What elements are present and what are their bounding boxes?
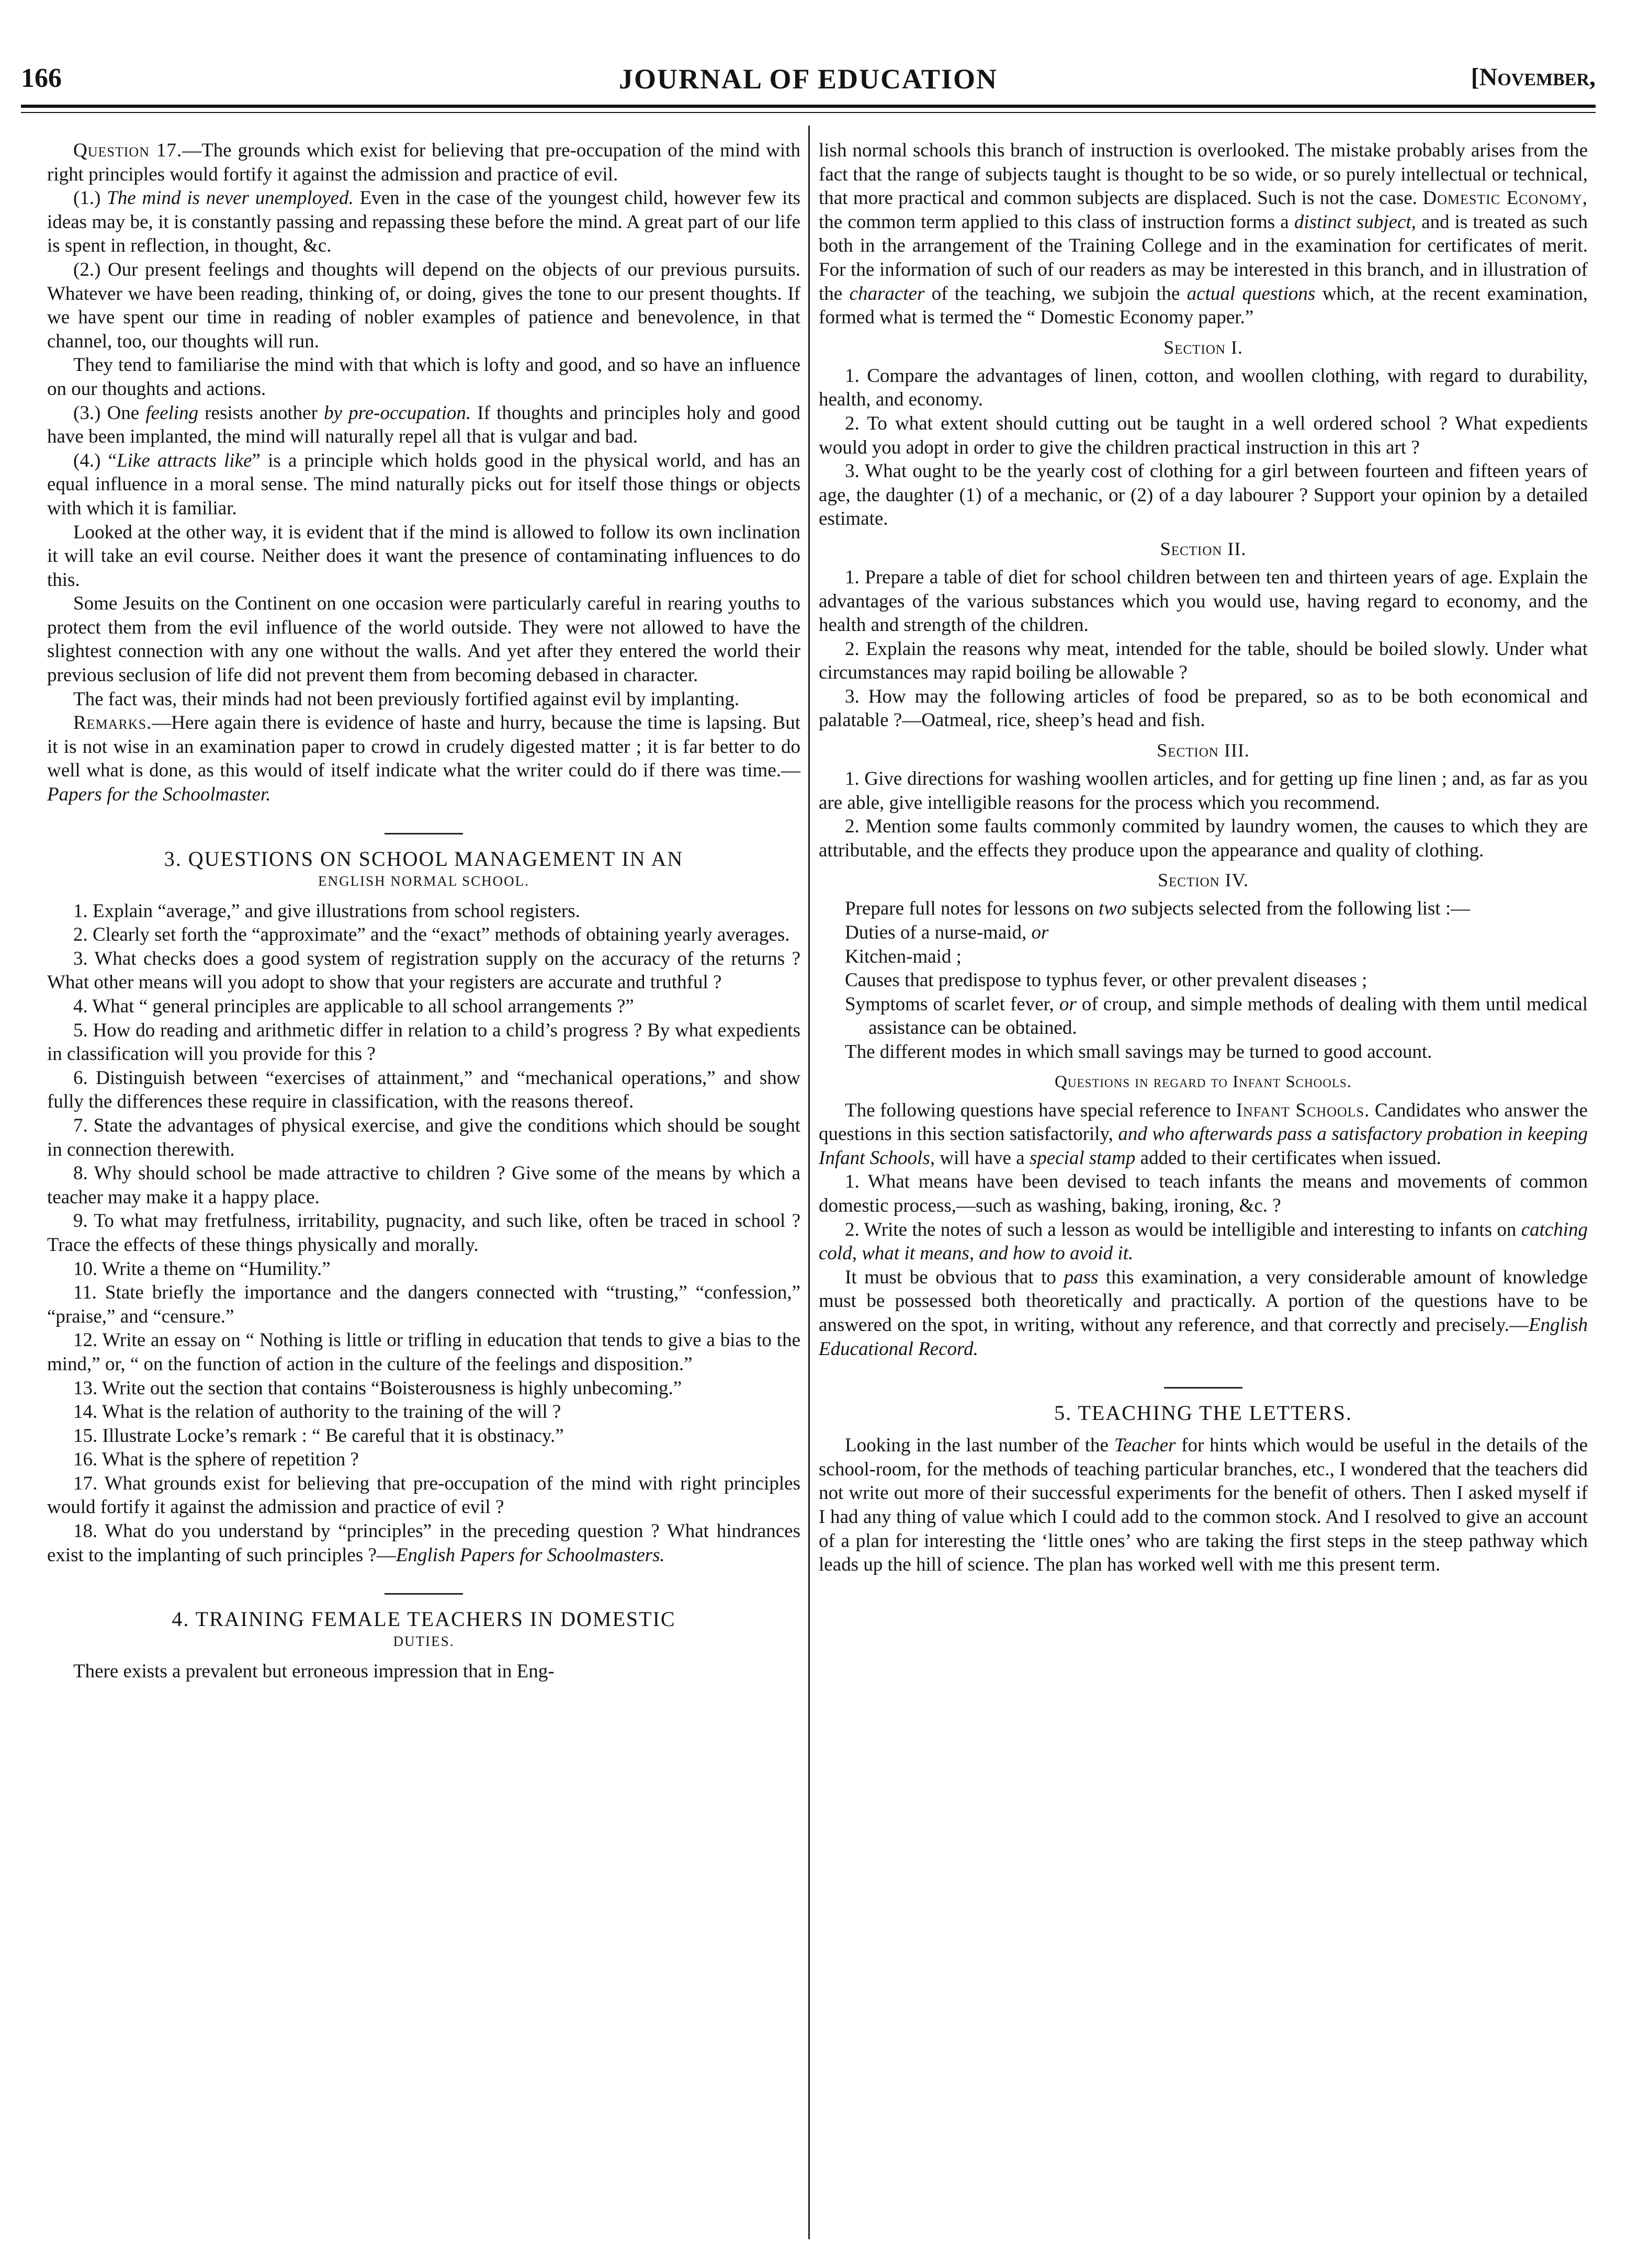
infant-schools-heading: Questions in regard to Infant Schools. — [1055, 1072, 1352, 1091]
teaching-letters-paragraph: Looking in the last number of the Teacher for hints which would be useful in the details of the school-room, for the methods of teaching particular branches, etc., I wondered that the teachers did not write out more of their successful experiments for the benefit of others. Then I asked myself if I had any thing of value which I could add to the common stock. And I resolved to give an account of a plan for interesting the ‘little ones’ who are taking the first steps in the steep pathway which leads up the hill of science. The plan has worked well with me this present term. — [819, 1435, 1588, 1576]
question-item: 3. How may the following articles of food be prepared, so as to be both economical and palatable ?—Oatmeal, rice, sheep’s head and fish. — [819, 685, 1588, 731]
closing-paragraph: It must be obvious that to pass this examination, a very considerable amount of knowledge must be possessed both theoretically and practically. A portion of the questions have to be answered on the spot, in writing, without any reference, and that correctly and precisely.—English Educational Record. — [819, 1266, 1588, 1360]
question-item: 14. What is the relation of authority to the training of the will ? — [73, 1401, 561, 1423]
question-item: 2. Mention some faults commonly commited by laundry women, the causes to which they are attributable, and the effects they produce upon the appearance and quality of clothing. — [819, 816, 1588, 861]
issue-month: [November, — [1471, 63, 1596, 91]
question-item: 12. Write an essay on “ Nothing is little or trifling in education that tends to give a bias to the mind,” or, “ on the function of action in the culture of the feelings and disposition.” — [47, 1329, 800, 1375]
section-iii-heading: Section III. — [1157, 740, 1250, 761]
question-item: 1. What means have been devised to teach infants the means and movements of common domestic process,—such as washing, baking, ironing, &c. ? — [819, 1171, 1588, 1216]
question-item: 18. What do you understand by “principles” in the preceding question ? What hindrances exist to the implanting of such principles ?—English Papers for Schoolmasters. — [47, 1520, 800, 1566]
question-17-paragraph: Question 17.—The grounds which exist for believing that pre-occupation of the mind with right principles would fortify it against the admission and practice of evil. — [47, 140, 800, 185]
lesson-topics-list — [845, 921, 1588, 1064]
left-column — [47, 139, 800, 1684]
question-item: 3. What checks does a good system of registration supply on the accuracy of the returns ? What other means will you adopt to show that your registers are accurate and truthful ? — [47, 947, 800, 994]
question-item: 11. State briefly the importance and the dangers connected with “trusting,” “confession,” “praise,” and “censure.” — [47, 1282, 800, 1327]
question-item: 4. What “ general principles are applicable to all school arrangements ?” — [73, 996, 634, 1017]
jesuits-paragraph: Some Jesuits on the Continent on one occasion were particularly careful in rearing youths to protect them from the evil influence of the world outside. They were not allowed to have the slightest connection with any one without the walls. And yet after they entered the world their previous seclusion of life did not prevent them from becoming debased in character. — [47, 593, 800, 686]
section-i-questions — [819, 364, 1588, 531]
question-item: 3. What ought to be the yearly cost of clothing for a girl between fourteen and fifteen years of age, the daughter (1) of a mechanic, or (2) of a day labourer ? Support your opinion by a detailed estimate. — [819, 460, 1588, 530]
question-item: 1. Explain “average,” and give illustrations from school registers. — [73, 900, 580, 922]
section-3-title: 3. QUESTIONS ON SCHOOL MANAGEMENT IN AN — [164, 847, 684, 871]
question-item: 10. Write a theme on “Humility.” — [73, 1258, 331, 1280]
other-way-paragraph: Looked at the other way, it is evident that if the mind is allowed to follow its own inclination it will take an evil course. Neither does it want the presence of contaminating influences to do this. — [47, 521, 800, 591]
topic-item: Symptoms of scarlet fever, or of croup, and simple methods of dealing with them until medical assistance can be obtained. — [845, 993, 1588, 1039]
question-item: 9. To what may fretfulness, irritability, pugnacity, and such like, often be traced in school ? Trace the effects of these things physically and morally. — [47, 1210, 800, 1256]
school-management-questions — [47, 899, 800, 1567]
journal-title: JOURNAL OF EDUCATION — [618, 63, 998, 95]
section-rule — [1164, 1387, 1242, 1389]
header-rule — [21, 105, 1596, 108]
infant-schools-paragraph: The following questions have special reference to Infant Schools. Candidates who answer the questions in this section satisfactorily, and who afterwards pass a satisfactory probation in keeping Infant Schools, will have a special stamp added to their certificates when issued. — [819, 1099, 1588, 1169]
question-item: 13. Write out the section that contains “Boisterousness is highly unbecoming.” — [73, 1377, 682, 1399]
section-rule — [385, 833, 463, 834]
remarks-paragraph: Remarks.—Here again there is evidence of haste and hurry, because the time is lapsing. But it is not wise in an examination paper to crowd in crudely digested matter ; it is far better to do well what is done, as this would of itself indicate what the writer could do if there was time.—Papers for the Schoolmaster. — [47, 712, 800, 806]
question-item: 7. State the advantages of physical exercise, and give the conditions which should be sought in connection therewith. — [47, 1114, 800, 1160]
section-rule — [385, 1593, 463, 1595]
question-item: 2. To what extent should cutting out be taught in a well ordered school ? What expedients would you adopt in order to give the children practical instruction in this art ? — [819, 412, 1588, 458]
question-item: 16. What is the sphere of repetition ? — [73, 1449, 359, 1471]
section-ii-questions — [819, 566, 1588, 732]
point-4-paragraph: (4.) “Like attracts like” is a principle which holds good in the physical world, and has an equal influence in a moral sense. The mind naturally picks out for itself those things or objects with which it is familiar. — [47, 449, 800, 519]
question-item: 2. Write the notes of such a lesson as would be intelligible and interesting to infants on catching cold, what it means, and how to avoid it. — [819, 1218, 1588, 1265]
topic-item: Causes that predispose to typhus fever, or other prevalent diseases ; — [845, 969, 1368, 991]
section-4-title: 4. TRAINING FEMALE TEACHERS IN DOMESTIC — [172, 1607, 676, 1631]
section-iii-questions — [819, 767, 1588, 862]
question-item: 1. Give directions for washing woollen articles, and for getting up fine linen ; and, as far as you are able, give intelligible reasons for the process which you recommend. — [819, 768, 1588, 814]
section-iv-heading: Section IV. — [1157, 870, 1249, 891]
question-item: 17. What grounds exist for believing that pre-occupation of the mind with right principles would fortify it against the admission and practice of evil ? — [47, 1472, 800, 1518]
point-3-paragraph: (3.) One feeling resists another by pre-occupation. If thoughts and principles holy and good have been implanted, the mind will naturally repel all that is vulgar and bad. — [47, 402, 800, 448]
section-ii-heading: Section II. — [1160, 538, 1247, 559]
question-item: 2. Clearly set forth the “approximate” and the “exact” methods of obtaining yearly averages. — [73, 924, 790, 946]
running-header — [21, 63, 1596, 99]
section-4-subtitle: DUTIES. — [393, 1633, 455, 1650]
page-number: 166 — [21, 63, 62, 93]
infant-questions — [819, 1170, 1588, 1265]
right-column — [819, 139, 1588, 1577]
point-2-paragraph: (2.) Our present feelings and thoughts will depend on the objects of our previous pursuits. Whatever we have been reading, thinking of, or doing, gives the tone to our present thoughts. If we have spent our time in reading of nobler examples of patience and benevolence, in that channel, too, our thoughts will run. — [47, 258, 800, 352]
question-item: 1. Compare the advantages of linen, cotton, and woollen clothing, with regard to durability, health, and economy. — [819, 365, 1588, 411]
section-i-heading: Section I. — [1163, 336, 1243, 358]
question-item: 5. How do reading and arithmetic differ in relation to a child’s progress ? By what expedients in classification will you provide for this ? — [47, 1019, 800, 1065]
domestic-economy-paragraph: lish normal schools this branch of instruction is overlooked. The mistake probably arises from the fact that the range of subjects taught is thought to be so wide, or so purely intellectual or technical, that more practical and common subjects are displaced. Such is not the case. Domestic Economy, the common term applied to this class of instruction forms a distinct subject, and is treated as such both in the arrangement of the Training College and in the examination for certificates of merit. For the information of such of our readers as may be interested in this branch, and in illustration of the character of the teaching, we subjoin the actual questions which, at the recent examination, formed what is termed the “ Domestic Economy paper.” — [819, 140, 1588, 329]
fact-paragraph: The fact was, their minds had not been previously fortified against evil by implanting. — [73, 688, 740, 710]
column-divider — [808, 126, 810, 2239]
question-item: 8. Why should school be made attractive to children ? Give some of the means by which a teacher may make it a happy place. — [47, 1163, 800, 1208]
topic-item: The different modes in which small savings may be turned to good account. — [845, 1041, 1432, 1063]
topic-item: Kitchen-maid ; — [845, 945, 962, 967]
section-4-opening: There exists a prevalent but erroneous impression that in Eng- — [73, 1661, 555, 1683]
question-item: 15. Illustrate Locke’s remark : “ Be careful that it is obstinacy.” — [73, 1425, 564, 1447]
familiarise-paragraph: They tend to familiarise the mind with that which is lofty and good, and so have an influence on our thoughts and actions. — [47, 354, 800, 400]
question-item: 1. Prepare a table of diet for school children between ten and thirteen years of age. Explain the advantages of the various substances which you would use, having regard to economy, and the health and strength of the children. — [819, 566, 1588, 636]
header-rule-thin — [21, 112, 1596, 113]
point-1-paragraph: (1.) The mind is never unemployed. Even in the case of the youngest child, however few its ideas may be, it is constantly passing and repassing these before the mind. A great part of our life is spent in reflection, in thought, &c. — [47, 187, 801, 257]
section-iv-instructions: Prepare full notes for lessons on two subjects selected from the following list :— — [845, 898, 1471, 920]
question-item: 6. Distinguish between “exercises of attainment,” and “mechanical operations,” and show fully the differences these require in classification, with the reasons thereof. — [47, 1067, 800, 1113]
section-3-subtitle: ENGLISH NORMAL SCHOOL. — [318, 873, 529, 889]
topic-item: Duties of a nurse-maid, or — [845, 922, 1049, 944]
section-5-title: 5. TEACHING THE LETTERS. — [1054, 1401, 1352, 1425]
question-item: 2. Explain the reasons why meat, intended for the table, should be boiled slowly. Under what circumstances may rapid boiling be allowable ? — [819, 638, 1588, 684]
